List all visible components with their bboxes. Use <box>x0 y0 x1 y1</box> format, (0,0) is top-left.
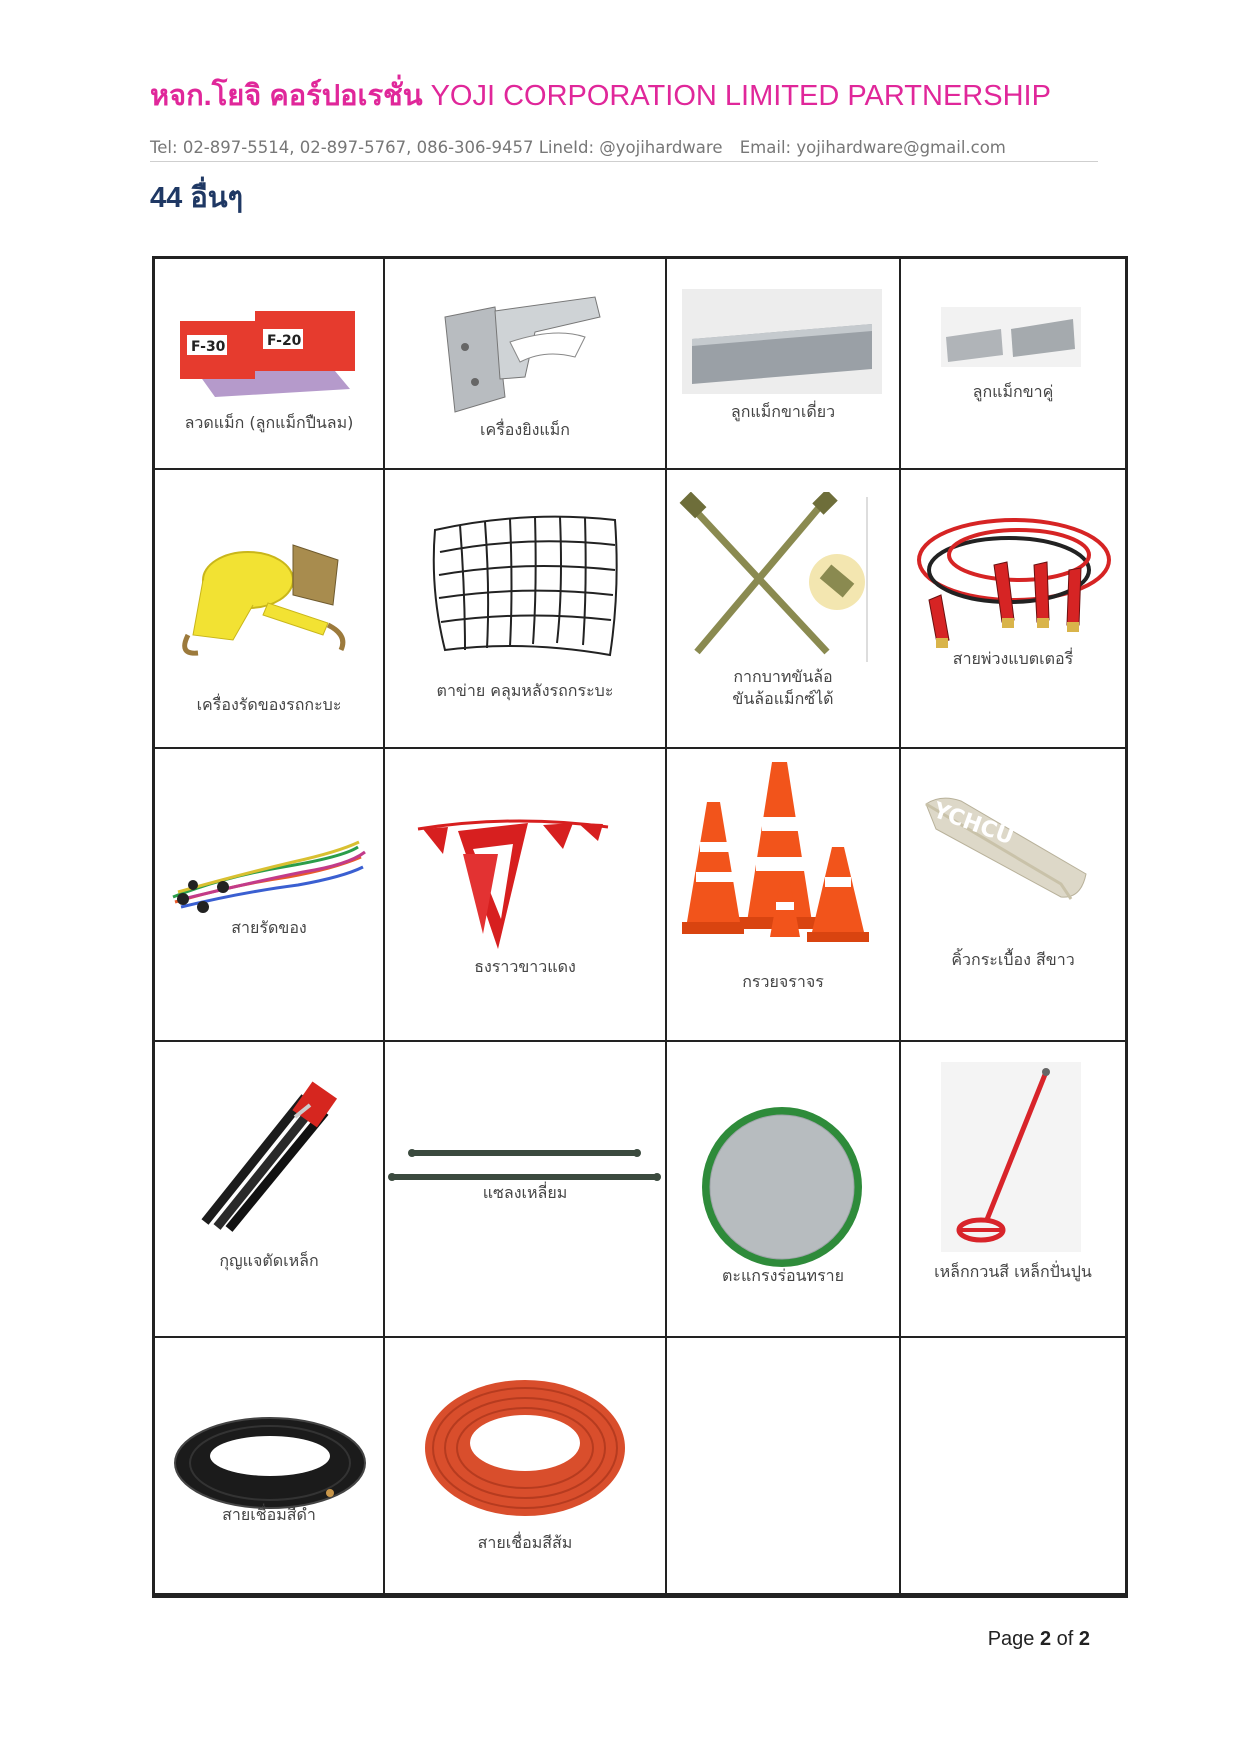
product-label: สายรัดของ <box>231 918 307 937</box>
product-cell <box>900 1041 1126 1337</box>
product-label: เครื่องยิงแม็ก <box>480 420 570 439</box>
bungee-cord-icon <box>163 837 373 927</box>
page-number <box>988 1628 1090 1651</box>
product-label-line2: ขันล้อแม็กซ์ได้ <box>732 689 834 708</box>
product-cell <box>384 1041 666 1337</box>
company-name-thai: หจก.โยจิ คอร์ปอเรชั่น <box>150 80 423 112</box>
product-label: เหล็กกวนสี เหล็กปั่นปูน <box>934 1262 1092 1281</box>
product-cell <box>154 1041 384 1337</box>
jumper-cable-icon <box>909 510 1119 650</box>
page-header <box>150 72 1098 157</box>
svg-text:F-30: F-30 <box>191 339 226 355</box>
header-divider <box>150 161 1098 162</box>
product-cell <box>900 258 1126 469</box>
product-label: ธงราวขาวแดง <box>474 957 576 976</box>
black-welding-cable-icon <box>170 1408 370 1518</box>
product-cell <box>384 748 666 1041</box>
staple-box-icon <box>175 299 365 399</box>
product-cell <box>900 469 1126 748</box>
company-name <box>150 72 1098 118</box>
empty-cell <box>666 1337 900 1594</box>
svg-text:YCHCU: YCHCU <box>929 798 1017 851</box>
product-label: สายพ่วงแบตเตอรี่ <box>952 649 1074 668</box>
brad-nail-strip-icon <box>682 289 882 394</box>
cargo-net-icon <box>425 490 625 665</box>
product-label: ลวดแม็ก (ลูกแม็กปืนลม) <box>184 413 354 432</box>
product-label: กุญแจตัดเหล็ก <box>219 1251 319 1270</box>
telephone: Tel: 02-897-5514, 02-897-5767, 086-306-9457 <box>150 138 534 157</box>
page-prefix: Page <box>987 1628 1040 1650</box>
empty-cell <box>900 1337 1126 1594</box>
cross-wrench-icon <box>677 492 877 667</box>
product-cell <box>384 258 666 469</box>
product-cell <box>666 1041 900 1337</box>
product-label: กรวยจราจร <box>742 972 824 991</box>
staples-icon <box>941 307 1081 367</box>
product-cell <box>666 258 900 469</box>
tile-trim-icon <box>921 789 1091 909</box>
orange-welding-cable-icon <box>415 1373 635 1523</box>
section-title: 44 อื่นๆ <box>150 182 244 214</box>
product-label: เครื่องรัดของรถกะบะ <box>196 695 342 714</box>
paint-mixer-icon <box>941 1062 1081 1252</box>
bolt-cutter-icon <box>185 1077 345 1237</box>
product-label: สายเชื่อมสีส้ม <box>477 1533 573 1552</box>
total-pages: 2 <box>1078 1628 1090 1650</box>
company-name-english: YOJI CORPORATION LIMITED PARTNERSHIP <box>430 80 1051 112</box>
product-label: ลูกแม็กขาคู่ <box>972 382 1054 401</box>
product-label: แซลงเหลี่ยม <box>482 1183 568 1202</box>
line-id: LineId: @yojihardware <box>538 138 723 157</box>
product-cell <box>666 469 900 748</box>
product-label: ตาข่าย คลุมหลังรถกระบะ <box>436 681 614 700</box>
product-label: กากบาทขันล้อ <box>733 667 833 686</box>
traffic-cone-icon <box>682 757 887 952</box>
product-label: คิ้วกระเบื้อง สีขาว <box>951 950 1075 969</box>
product-cell <box>154 1337 384 1594</box>
product-cell <box>384 469 666 748</box>
page-of: of <box>1051 1628 1079 1650</box>
product-cell <box>384 1337 666 1594</box>
product-label: สายเชื่อมสีดำ <box>222 1505 316 1524</box>
product-cell <box>900 748 1126 1041</box>
product-cell <box>154 258 384 469</box>
product-cell <box>154 748 384 1041</box>
product-label: ลูกแม็กขาเดี่ยว <box>730 402 836 421</box>
product-cell <box>666 748 900 1041</box>
svg-text:F-20: F-20 <box>267 333 302 349</box>
bunting-flag-icon <box>413 809 613 959</box>
contact-line <box>150 138 1098 157</box>
staple-gun-icon <box>435 287 610 417</box>
product-grid <box>152 256 1128 1598</box>
ratchet-strap-icon <box>173 525 368 665</box>
email: Email: yojihardware@gmail.com <box>739 138 1006 157</box>
current-page: 2 <box>1039 1628 1052 1650</box>
sand-sieve-icon <box>692 1102 872 1272</box>
product-cell <box>154 469 384 748</box>
product-label: ตะแกรงร่อนทราย <box>721 1266 845 1285</box>
